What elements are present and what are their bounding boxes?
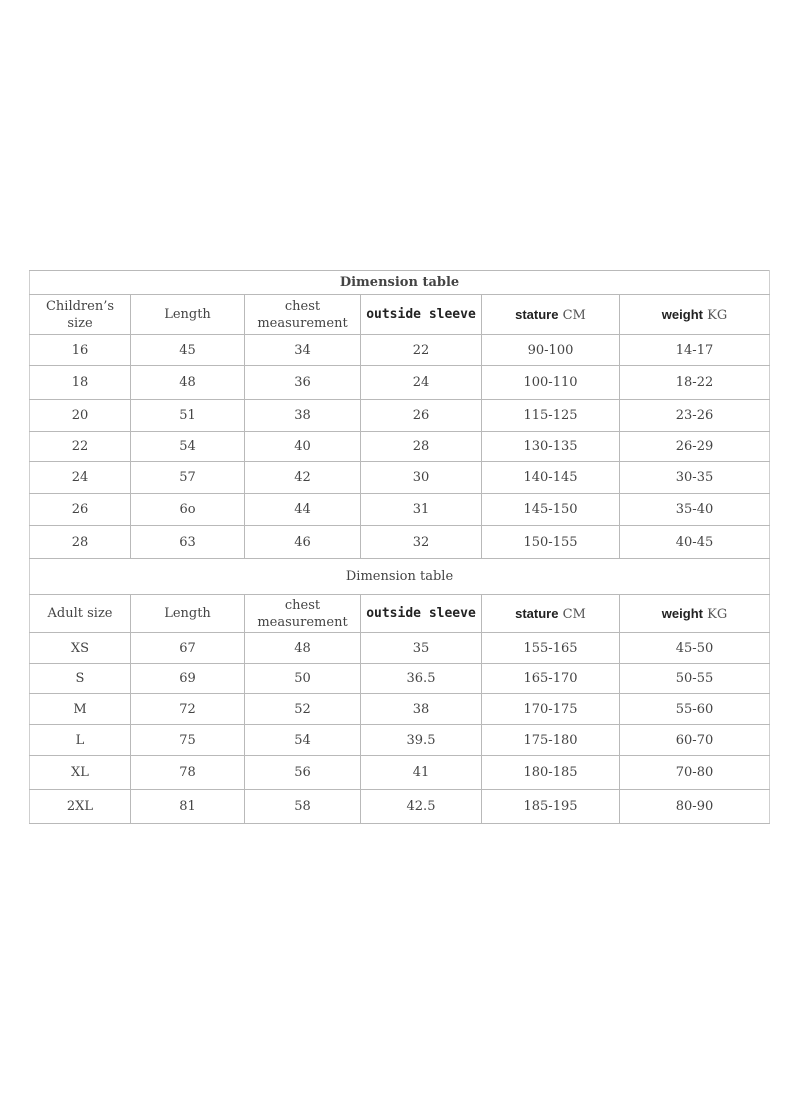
table-row [30, 725, 770, 756]
table-cell: 56 [245, 756, 361, 790]
size-chart [29, 270, 769, 824]
table-cell: 140-145 [482, 462, 620, 494]
table-cell: 30-35 [620, 462, 770, 494]
table-cell: 36 [245, 366, 361, 400]
table-cell: 32 [361, 526, 482, 559]
table-row [30, 790, 770, 824]
table-cell: 45-50 [620, 633, 770, 664]
table-cell: 48 [245, 633, 361, 664]
table-cell: 26 [30, 494, 131, 526]
table-cell: 38 [245, 400, 361, 432]
table-cell: 60-70 [620, 725, 770, 756]
table-row [30, 756, 770, 790]
table-cell: S [30, 664, 131, 694]
table-cell: 18-22 [620, 366, 770, 400]
children-header-size: Children’s size [30, 295, 131, 335]
table-cell: 54 [245, 725, 361, 756]
table-row [30, 664, 770, 694]
size-table [29, 270, 770, 824]
table-cell: 35-40 [620, 494, 770, 526]
adult-table-title: Dimension table [30, 559, 770, 595]
table-cell: 145-150 [482, 494, 620, 526]
table-cell: 45 [131, 335, 245, 366]
adult-header-weight [620, 595, 770, 633]
children-header-weight-label: weight [661, 306, 703, 322]
table-cell: XL [30, 756, 131, 790]
table-row [30, 335, 770, 366]
table-cell: 44 [245, 494, 361, 526]
table-cell: 52 [245, 694, 361, 725]
children-header-chest: chest measurement [245, 295, 361, 335]
table-row [30, 633, 770, 664]
table-cell: 70-80 [620, 756, 770, 790]
table-cell: 63 [131, 526, 245, 559]
table-cell: 18 [30, 366, 131, 400]
table-row [30, 400, 770, 432]
table-cell: 28 [30, 526, 131, 559]
table-cell: L [30, 725, 131, 756]
table-row [30, 694, 770, 725]
table-cell: 46 [245, 526, 361, 559]
children-header-row [30, 295, 770, 335]
table-cell: 42.5 [361, 790, 482, 824]
table-cell: 35 [361, 633, 482, 664]
table-cell: 58 [245, 790, 361, 824]
adult-header-chest: chest measurement [245, 595, 361, 633]
children-header-stature [482, 295, 620, 335]
children-header-stature-label: stature [515, 306, 559, 322]
table-cell: 50-55 [620, 664, 770, 694]
adult-title-row [30, 559, 770, 595]
adult-header-weight-label: weight [661, 605, 703, 621]
adult-header-size: Adult size [30, 595, 131, 633]
table-cell: 24 [30, 462, 131, 494]
table-cell: 6o [131, 494, 245, 526]
table-row [30, 432, 770, 462]
table-cell: 75 [131, 725, 245, 756]
table-cell: 50 [245, 664, 361, 694]
table-cell: 22 [361, 335, 482, 366]
table-cell: 26 [361, 400, 482, 432]
table-cell: 2XL [30, 790, 131, 824]
table-cell: M [30, 694, 131, 725]
table-cell: 55-60 [620, 694, 770, 725]
table-cell: 72 [131, 694, 245, 725]
table-cell: 175-180 [482, 725, 620, 756]
table-cell: 51 [131, 400, 245, 432]
adult-header-sleeve-label: outside sleeve [366, 606, 476, 621]
children-header-stature-unit: CM [562, 307, 586, 323]
table-cell: 26-29 [620, 432, 770, 462]
table-cell: 67 [131, 633, 245, 664]
adult-header-stature-unit: CM [562, 606, 586, 622]
table-cell: 36.5 [361, 664, 482, 694]
table-row [30, 526, 770, 559]
children-title-row [30, 271, 770, 295]
table-cell: 180-185 [482, 756, 620, 790]
table-cell: 20 [30, 400, 131, 432]
table-cell: 16 [30, 335, 131, 366]
table-cell: XS [30, 633, 131, 664]
table-cell: 185-195 [482, 790, 620, 824]
adult-header-sleeve [361, 595, 482, 633]
adult-header-stature [482, 595, 620, 633]
children-header-weight-unit: KG [707, 307, 728, 323]
children-header-weight [620, 295, 770, 335]
adult-header-row [30, 595, 770, 633]
table-cell: 130-135 [482, 432, 620, 462]
table-cell: 165-170 [482, 664, 620, 694]
adult-header-length: Length [131, 595, 245, 633]
table-cell: 40-45 [620, 526, 770, 559]
table-cell: 69 [131, 664, 245, 694]
table-cell: 90-100 [482, 335, 620, 366]
table-cell: 155-165 [482, 633, 620, 664]
table-row [30, 494, 770, 526]
table-cell: 80-90 [620, 790, 770, 824]
table-cell: 115-125 [482, 400, 620, 432]
table-cell: 170-175 [482, 694, 620, 725]
table-cell: 150-155 [482, 526, 620, 559]
adult-header-weight-unit: KG [707, 606, 728, 622]
table-cell: 24 [361, 366, 482, 400]
table-cell: 30 [361, 462, 482, 494]
children-header-sleeve [361, 295, 482, 335]
table-cell: 42 [245, 462, 361, 494]
table-cell: 57 [131, 462, 245, 494]
table-cell: 23-26 [620, 400, 770, 432]
children-header-length: Length [131, 295, 245, 335]
table-cell: 38 [361, 694, 482, 725]
table-cell: 39.5 [361, 725, 482, 756]
table-cell: 78 [131, 756, 245, 790]
table-cell: 40 [245, 432, 361, 462]
table-cell: 31 [361, 494, 482, 526]
table-row [30, 462, 770, 494]
table-cell: 41 [361, 756, 482, 790]
table-cell: 22 [30, 432, 131, 462]
table-cell: 34 [245, 335, 361, 366]
table-cell: 81 [131, 790, 245, 824]
table-row [30, 366, 770, 400]
table-cell: 54 [131, 432, 245, 462]
children-table-title: Dimension table [30, 271, 770, 295]
table-cell: 28 [361, 432, 482, 462]
table-cell: 48 [131, 366, 245, 400]
table-cell: 14-17 [620, 335, 770, 366]
adult-header-stature-label: stature [515, 605, 559, 621]
table-cell: 100-110 [482, 366, 620, 400]
children-header-sleeve-label: outside sleeve [366, 307, 476, 322]
